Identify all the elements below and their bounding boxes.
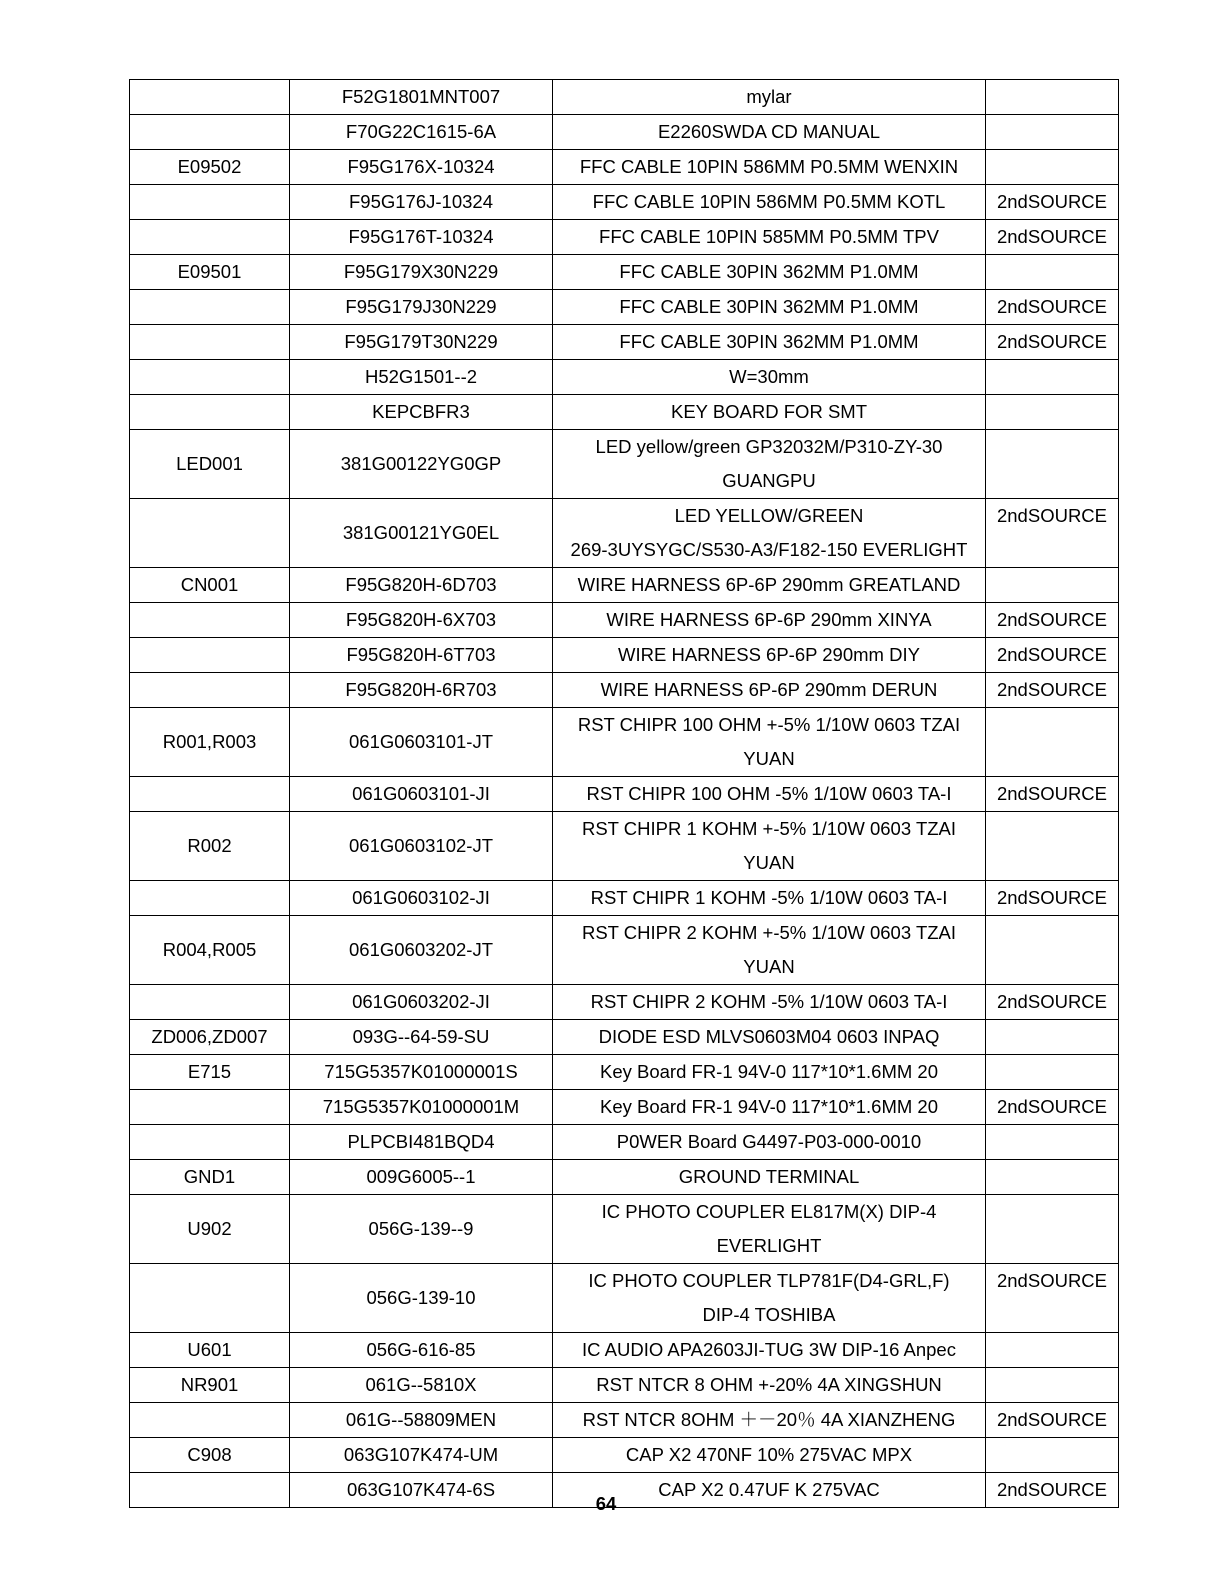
description-cell (553, 115, 986, 150)
description-line: CAP X2 470NF 10% 275VAC MPX (625, 1444, 913, 1465)
ref-designator-cell: R002 (130, 812, 290, 881)
description-cell (553, 1195, 986, 1264)
part-number-cell: F95G820H-6X703 (290, 603, 553, 638)
description-line: RST CHIPR 1 KOHM -5% 1/10W 0603 TA-I (590, 887, 948, 908)
description-cell (553, 603, 986, 638)
description-line: YUAN (743, 956, 795, 977)
description-line: LED yellow/green GP32032M/P310-ZY-30 (595, 436, 943, 457)
part-number-cell: 061G--5810X (290, 1368, 553, 1403)
part-number-cell: 063G107K474-UM (290, 1438, 553, 1473)
source-cell: 2ndSOURCE (986, 603, 1119, 638)
description-cell (553, 1368, 986, 1403)
description-cell (553, 916, 986, 985)
ref-designator-cell (130, 325, 290, 360)
ref-designator-cell: U902 (130, 1195, 290, 1264)
ref-designator-cell: ZD006,ZD007 (130, 1020, 290, 1055)
description-line: Key Board FR-1 94V-0 117*10*1.6MM 20 (600, 1096, 938, 1117)
description-line: FFC CABLE 30PIN 362MM P1.0MM (619, 296, 919, 317)
description-line: 269-3UYSYGC/S530-A3/F182-150 EVERLIGHT (570, 539, 968, 560)
table-row (130, 708, 1119, 777)
table-row (130, 881, 1119, 916)
table-row (130, 150, 1119, 185)
ref-designator-cell: R001,R003 (130, 708, 290, 777)
description-cell (553, 1403, 986, 1438)
table-row (130, 603, 1119, 638)
part-number-cell: 061G0603202-JT (290, 916, 553, 985)
source-cell (986, 430, 1119, 499)
ref-designator-cell (130, 603, 290, 638)
table-row (130, 220, 1119, 255)
ref-designator-cell (130, 638, 290, 673)
description-line: WIRE HARNESS 6P-6P 290mm DERUN (600, 679, 938, 700)
description-cell (553, 395, 986, 430)
table-row (130, 1125, 1119, 1160)
description-line: W=30mm (729, 366, 809, 387)
table-row (130, 360, 1119, 395)
table-row (130, 1438, 1119, 1473)
table-row (130, 115, 1119, 150)
source-cell: 2ndSOURCE (986, 1090, 1119, 1125)
description-cell (553, 1020, 986, 1055)
description-line: RST CHIPR 100 OHM -5% 1/10W 0603 TA-I (586, 783, 952, 804)
description-cell (553, 985, 986, 1020)
source-cell: 2ndSOURCE (986, 499, 1119, 568)
description-line: EVERLIGHT (716, 1235, 822, 1256)
part-number-cell: 056G-139--9 (290, 1195, 553, 1264)
part-number-cell: F95G820H-6D703 (290, 568, 553, 603)
description-cell (553, 325, 986, 360)
source-cell: 2ndSOURCE (986, 325, 1119, 360)
description-line: FFC CABLE 10PIN 585MM P0.5MM TPV (599, 226, 939, 247)
ref-designator-cell (130, 1403, 290, 1438)
source-cell: 2ndSOURCE (986, 638, 1119, 673)
description-line: DIODE ESD MLVS0603M04 0603 INPAQ (598, 1026, 940, 1047)
source-cell (986, 395, 1119, 430)
table-row (130, 185, 1119, 220)
description-line: RST CHIPR 100 OHM +-5% 1/10W 0603 TZAI (577, 714, 961, 735)
description-line: IC PHOTO COUPLER EL817M(X) DIP-4 (601, 1201, 937, 1222)
description-line: KEY BOARD FOR SMT (671, 401, 867, 422)
ref-designator-cell (130, 395, 290, 430)
table-row (130, 80, 1119, 115)
ref-designator-cell (130, 499, 290, 568)
description-line: WIRE HARNESS 6P-6P 290mm GREATLAND (577, 574, 961, 595)
table-row (130, 1055, 1119, 1090)
description-line: YUAN (743, 852, 795, 873)
part-number-cell: 061G0603202-JI (290, 985, 553, 1020)
ref-designator-cell (130, 985, 290, 1020)
description-line: DIP-4 TOSHIBA (702, 1304, 836, 1325)
ref-designator-cell: LED001 (130, 430, 290, 499)
ref-designator-cell: CN001 (130, 568, 290, 603)
description-line: P0WER Board G4497-P03-000-0010 (616, 1131, 922, 1152)
source-cell: 2ndSOURCE (986, 881, 1119, 916)
ref-designator-cell: E09502 (130, 150, 290, 185)
ref-designator-cell (130, 1125, 290, 1160)
part-number-cell: 093G--64-59-SU (290, 1020, 553, 1055)
ref-designator-cell: U601 (130, 1333, 290, 1368)
description-line: LED YELLOW/GREEN (674, 505, 864, 526)
table-row (130, 673, 1119, 708)
description-cell (553, 1055, 986, 1090)
table-row (130, 638, 1119, 673)
part-number-cell: F70G22C1615-6A (290, 115, 553, 150)
ref-designator-cell (130, 115, 290, 150)
part-number-cell: F95G179J30N229 (290, 290, 553, 325)
source-cell (986, 1368, 1119, 1403)
part-number-cell: 061G0603102-JT (290, 812, 553, 881)
description-line: CAP X2 0.47UF K 275VAC (658, 1479, 880, 1500)
part-number-cell: 061G0603101-JI (290, 777, 553, 812)
part-number-cell: F52G1801MNT007 (290, 80, 553, 115)
ref-designator-cell (130, 185, 290, 220)
table-row (130, 1090, 1119, 1125)
table-row (130, 290, 1119, 325)
description-cell (553, 80, 986, 115)
description-line: E2260SWDA CD MANUAL (657, 121, 881, 142)
source-cell: 2ndSOURCE (986, 777, 1119, 812)
description-cell (553, 290, 986, 325)
table-row (130, 1333, 1119, 1368)
part-number-cell: 715G5357K01000001M (290, 1090, 553, 1125)
table-row (130, 1160, 1119, 1195)
description-cell (553, 812, 986, 881)
part-number-cell: F95G176X-10324 (290, 150, 553, 185)
page-number: 64 (595, 1493, 617, 1514)
description-line: mylar (746, 86, 792, 107)
source-cell: 2ndSOURCE (986, 1473, 1119, 1508)
ref-designator-cell (130, 290, 290, 325)
description-line: GROUND TERMINAL (678, 1166, 860, 1187)
description-line: FFC CABLE 30PIN 362MM P1.0MM (619, 331, 919, 352)
ref-designator-cell: C908 (130, 1438, 290, 1473)
source-cell (986, 255, 1119, 290)
description-cell (553, 499, 986, 568)
part-number-cell: 061G--58809MEN (290, 1403, 553, 1438)
source-cell: 2ndSOURCE (986, 1403, 1119, 1438)
part-number-cell: F95G179T30N229 (290, 325, 553, 360)
ref-designator-cell (130, 1090, 290, 1125)
description-cell (553, 1090, 986, 1125)
ref-designator-cell: R004,R005 (130, 916, 290, 985)
description-line: Key Board FR-1 94V-0 117*10*1.6MM 20 (600, 1061, 938, 1082)
ref-designator-cell: GND1 (130, 1160, 290, 1195)
source-cell (986, 812, 1119, 881)
source-cell: 2ndSOURCE (986, 985, 1119, 1020)
ref-designator-cell: E715 (130, 1055, 290, 1090)
ref-designator-cell (130, 881, 290, 916)
part-number-cell: F95G820H-6T703 (290, 638, 553, 673)
ref-designator-cell (130, 673, 290, 708)
part-number-cell: F95G820H-6R703 (290, 673, 553, 708)
ref-designator-cell: NR901 (130, 1368, 290, 1403)
source-cell (986, 1333, 1119, 1368)
source-cell: 2ndSOURCE (986, 220, 1119, 255)
source-cell: 2ndSOURCE (986, 290, 1119, 325)
source-cell: 2ndSOURCE (986, 185, 1119, 220)
source-cell (986, 1438, 1119, 1473)
description-line: RST NTCR 8OHM ＋－20％ 4A XIANZHENG (582, 1409, 956, 1430)
table-row (130, 1368, 1119, 1403)
table-row (130, 1264, 1119, 1333)
source-cell (986, 1020, 1119, 1055)
table-row (130, 916, 1119, 985)
description-cell (553, 1438, 986, 1473)
description-cell (553, 1125, 986, 1160)
bom-table (129, 79, 1119, 1508)
part-number-cell: KEPCBFR3 (290, 395, 553, 430)
part-number-cell: F95G176T-10324 (290, 220, 553, 255)
bom-table-body (130, 80, 1119, 1508)
description-line: GUANGPU (722, 470, 816, 491)
table-row (130, 255, 1119, 290)
table-row (130, 777, 1119, 812)
table-row (130, 568, 1119, 603)
description-cell (553, 185, 986, 220)
part-number-cell: F95G176J-10324 (290, 185, 553, 220)
part-number-cell: 063G107K474-6S (290, 1473, 553, 1508)
description-cell (553, 673, 986, 708)
source-cell (986, 916, 1119, 985)
ref-designator-cell (130, 80, 290, 115)
description-cell (553, 150, 986, 185)
part-number-cell: 056G-616-85 (290, 1333, 553, 1368)
description-cell (553, 1160, 986, 1195)
description-line: RST CHIPR 2 KOHM +-5% 1/10W 0603 TZAI (581, 922, 957, 943)
description-cell (553, 638, 986, 673)
table-row (130, 1020, 1119, 1055)
part-number-cell: 715G5357K01000001S (290, 1055, 553, 1090)
ref-designator-cell (130, 777, 290, 812)
description-line: FFC CABLE 10PIN 586MM P0.5MM KOTL (592, 191, 946, 212)
ref-designator-cell: E09501 (130, 255, 290, 290)
source-cell (986, 115, 1119, 150)
description-line: FFC CABLE 30PIN 362MM P1.0MM (619, 261, 919, 282)
description-cell (553, 255, 986, 290)
description-line: WIRE HARNESS 6P-6P 290mm XINYA (606, 609, 932, 630)
table-row (130, 1195, 1119, 1264)
part-number-cell: 061G0603101-JT (290, 708, 553, 777)
source-cell (986, 1195, 1119, 1264)
description-cell (553, 360, 986, 395)
description-cell (553, 1333, 986, 1368)
table-row (130, 1403, 1119, 1438)
description-cell (553, 708, 986, 777)
part-number-cell: PLPCBI481BQD4 (290, 1125, 553, 1160)
ref-designator-cell (130, 360, 290, 395)
part-number-cell: F95G179X30N229 (290, 255, 553, 290)
part-number-cell: 061G0603102-JI (290, 881, 553, 916)
table-row (130, 395, 1119, 430)
source-cell (986, 1055, 1119, 1090)
table-row (130, 325, 1119, 360)
part-number-cell: 009G6005--1 (290, 1160, 553, 1195)
part-number-cell: 056G-139-10 (290, 1264, 553, 1333)
description-line: RST NTCR 8 OHM +-20% 4A XINGSHUN (596, 1374, 942, 1395)
table-row (130, 812, 1119, 881)
description-line: YUAN (743, 748, 795, 769)
description-cell (553, 777, 986, 812)
table-row (130, 499, 1119, 568)
description-line: FFC CABLE 10PIN 586MM P0.5MM WENXIN (579, 156, 959, 177)
source-cell: 2ndSOURCE (986, 673, 1119, 708)
description-line: IC PHOTO COUPLER TLP781F(D4-GRL,F) (588, 1270, 950, 1291)
description-line: WIRE HARNESS 6P-6P 290mm DIY (618, 644, 920, 665)
source-cell (986, 708, 1119, 777)
description-cell (553, 568, 986, 603)
source-cell (986, 150, 1119, 185)
part-number-cell: 381G00121YG0EL (290, 499, 553, 568)
description-cell (553, 1264, 986, 1333)
description-cell (553, 881, 986, 916)
source-cell (986, 360, 1119, 395)
description-line: RST CHIPR 2 KOHM -5% 1/10W 0603 TA-I (590, 991, 948, 1012)
ref-designator-cell (130, 1264, 290, 1333)
table-row (130, 985, 1119, 1020)
description-line: IC AUDIO APA2603JI-TUG 3W DIP-16 Anpec (582, 1339, 956, 1360)
ref-designator-cell (130, 220, 290, 255)
source-cell (986, 1125, 1119, 1160)
part-number-cell: H52G1501--2 (290, 360, 553, 395)
description-line: RST CHIPR 1 KOHM +-5% 1/10W 0603 TZAI (581, 818, 957, 839)
source-cell (986, 80, 1119, 115)
part-number-cell: 381G00122YG0GP (290, 430, 553, 499)
description-cell (553, 220, 986, 255)
source-cell (986, 568, 1119, 603)
source-cell: 2ndSOURCE (986, 1264, 1119, 1333)
source-cell (986, 1160, 1119, 1195)
table-row (130, 430, 1119, 499)
description-cell (553, 430, 986, 499)
